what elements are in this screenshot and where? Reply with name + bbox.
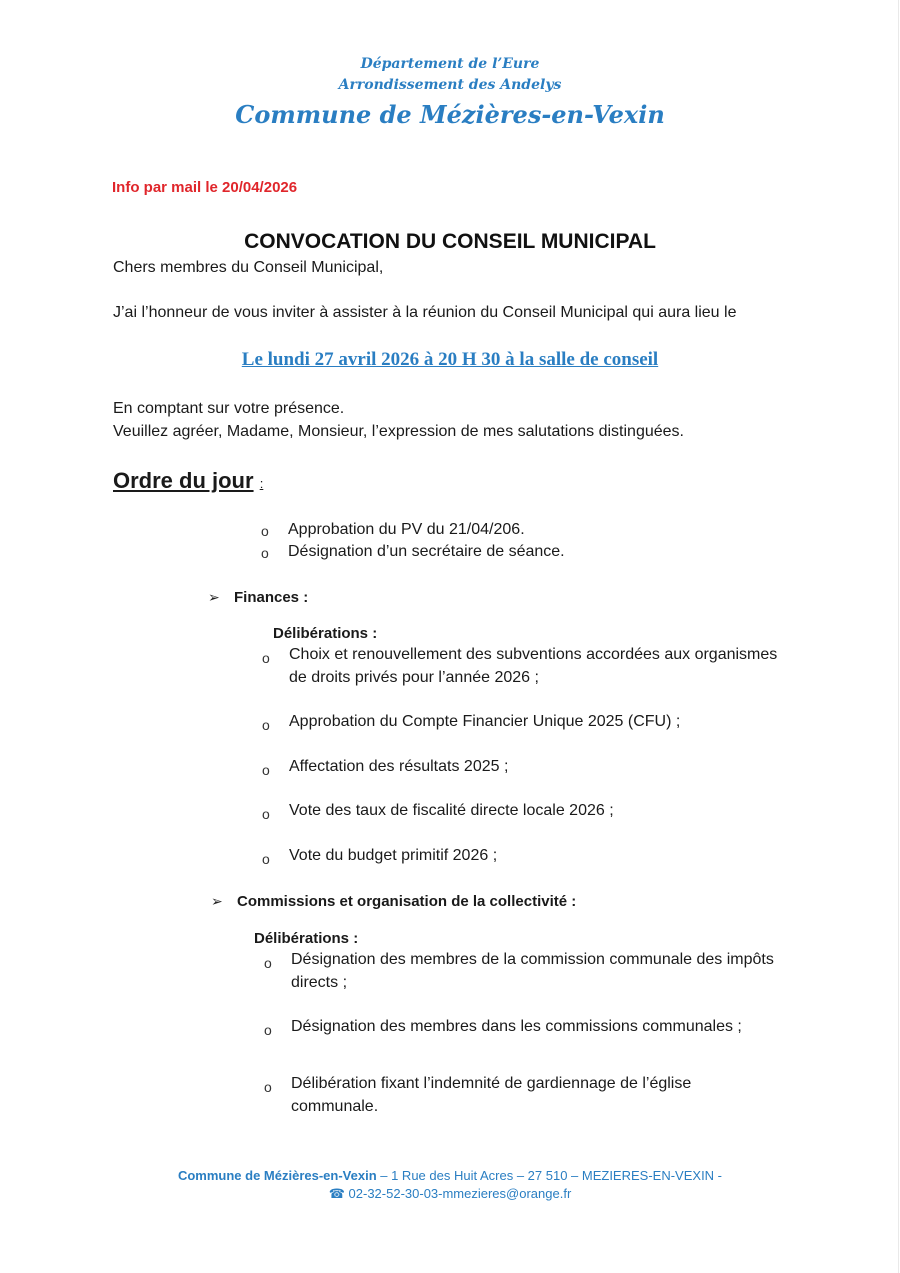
finances-deliberations-label: Délibérations :: [273, 625, 378, 642]
bullet-icon: o: [264, 955, 272, 971]
ordre-colon: :: [259, 476, 264, 491]
info-mail: Info par mail le 20/04/2026: [112, 179, 298, 196]
finances-item: Approbation du Compte Financier Unique 2025 (CFU) ;: [289, 713, 681, 730]
commissions-item-cont: communale.: [291, 1098, 379, 1115]
greeting: Chers membres du Conseil Municipal,: [113, 259, 384, 276]
document-title: CONVOCATION DU CONSEIL MUNICIPAL: [244, 230, 656, 253]
bullet-icon: o: [264, 1022, 272, 1038]
invitation: J’ai l’honneur de vous inviter à assister à la réunion du Conseil Municipal qui aura lieu le: [113, 304, 737, 321]
arrow-bullet-icon: ➢: [208, 589, 220, 605]
scan-edge: [898, 0, 899, 1273]
bullet-icon: o: [262, 806, 270, 822]
preliminary-item: Désignation d’un secrétaire de séance.: [288, 543, 565, 560]
ordre-label: Ordre du jour: [113, 468, 254, 493]
footer-address-line: [0, 1168, 900, 1183]
telephone-icon: ☎: [328, 1186, 345, 1201]
finances-item: Vote des taux de fiscalité directe locale 2026 ;: [289, 802, 614, 819]
meeting-details: Le lundi 27 avril 2026 à 20 H 30 à la salle de conseil: [241, 349, 659, 370]
commissions-deliberations-label: Délibérations :: [254, 930, 359, 947]
commissions-item: Désignation des membres de la commission communale des impôts: [291, 951, 774, 968]
ordre-du-jour-heading: [113, 468, 263, 494]
header-departement: Département de l’Eure: [360, 56, 540, 72]
preliminary-item: Approbation du PV du 21/04/206.: [288, 521, 525, 538]
header-arrondissement: Arrondissement des Andelys: [338, 77, 562, 93]
bullet-icon: o: [262, 762, 270, 778]
finances-item: Vote du budget primitif 2026 ;: [289, 847, 498, 864]
footer-contact: 02-32-52-30-03-mmezieres@orange.fr: [348, 1186, 572, 1201]
arrow-bullet-icon: ➢: [211, 893, 223, 909]
bullet-icon: o: [264, 1079, 272, 1095]
header-commune: Commune de Mézières-en-Vexin: [235, 100, 665, 129]
finances-item-cont: de droits privés pour l’année 2026 ;: [289, 669, 539, 686]
commissions-item-cont: directs ;: [291, 974, 348, 991]
closing-line2: Veuillez agréer, Madame, Monsieur, l’expression de mes salutations distinguées.: [113, 423, 684, 440]
bullet-icon: o: [262, 717, 270, 733]
footer-commune-name: Commune de Mézières-en-Vexin: [177, 1168, 377, 1183]
commissions-item: Désignation des membres dans les commissions communales ;: [291, 1018, 742, 1035]
bullet-icon: o: [262, 851, 270, 867]
footer-contact-line: [0, 1186, 900, 1202]
finances-item: Choix et renouvellement des subventions accordées aux organismes: [289, 646, 778, 663]
footer-address: – 1 Rue des Huit Acres – 27 510 – MEZIERES-EN-VEXIN -: [376, 1168, 723, 1183]
commissions-heading: Commissions et organisation de la collectivité :: [237, 893, 577, 910]
bullet-icon: o: [261, 523, 269, 539]
finances-item: Affectation des résultats 2025 ;: [289, 758, 509, 775]
commissions-item: Délibération fixant l’indemnité de gardiennage de l’église: [291, 1075, 692, 1092]
closing-line1: En comptant sur votre présence.: [113, 400, 345, 417]
finances-heading: Finances :: [234, 589, 309, 606]
bullet-icon: o: [261, 545, 269, 561]
bullet-icon: o: [262, 650, 270, 666]
